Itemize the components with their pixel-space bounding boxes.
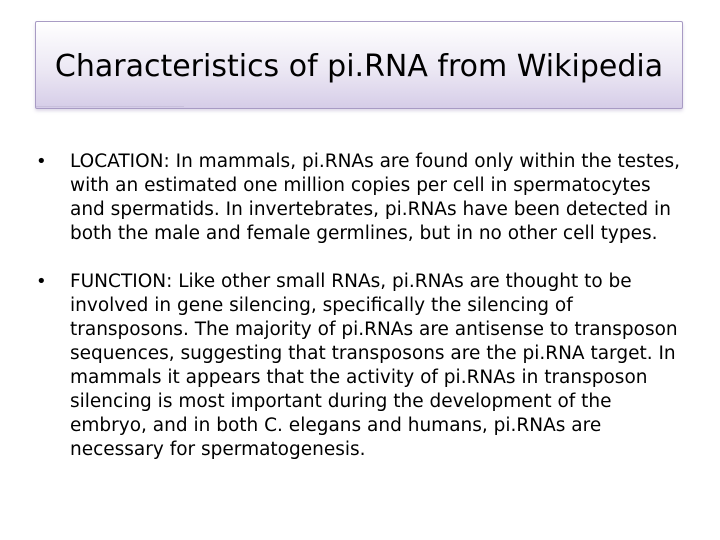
bullet-location (36, 150, 686, 246)
bullet-marker: • (36, 271, 47, 292)
bullet-list (36, 150, 686, 486)
bullet-marker: • (36, 151, 47, 172)
slide-title: Characteristics of pi.RNA from Wikipedia (54, 49, 664, 84)
bullet-text-function: FUNCTION: Like other small RNAs, pi.RNAs are thought to be involved in gene silencing, specifically the silencing of transposons. The majority of pi.RNAs are antisense to transposon sequences, suggesting that transposons are the pi.RNA target. In mammals it appears that the activity of pi.RNAs in transposon silencing is most important during the development of the embryo, and in both C. elegans and humans, pi.RNAs are necessary for spermatogenesis. (70, 271, 678, 460)
bullet-text-location: LOCATION: In mammals, pi.RNAs are found only within the testes, with an estimated one million copies per cell in spermatocytes and spermatids. In invertebrates, pi.RNAs have been detected in both the male and female germlines, but in no other cell types. (70, 151, 680, 244)
bullet-function (36, 270, 686, 462)
title-box (35, 21, 683, 109)
title-accent-line (36, 106, 184, 107)
